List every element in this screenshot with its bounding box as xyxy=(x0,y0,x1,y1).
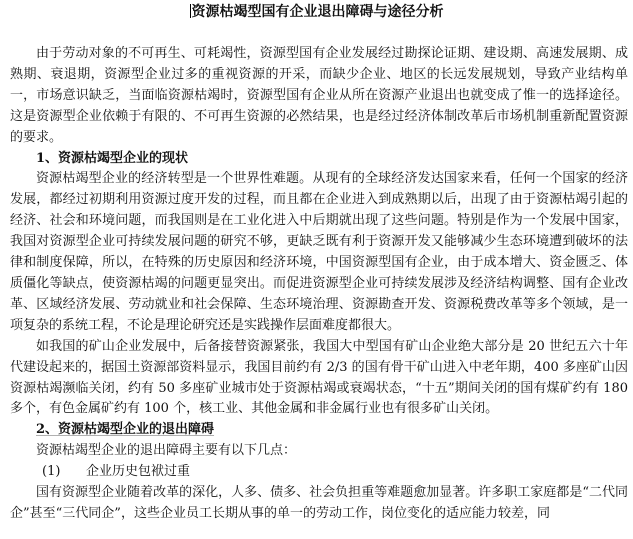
subsection-1-heading xyxy=(10,462,628,483)
section-2-lead: 资源枯竭型企业的退出障碍主要有以下几点： xyxy=(36,443,297,459)
section-2-paragraph-1: 国有资源型企业随着改革的深化，人多、债多、社会负担重等难题愈加显著。许多职工家庭都是“二代同企”甚至“三代同企”，这些企业员工长期从事的单一的劳动工作，岗位变化的适应能力较差，同 xyxy=(10,485,628,521)
section-1-heading: 1、资源枯竭型企业的现状 xyxy=(36,150,189,166)
page-title-text: 资源枯竭型国有企业退出障碍与途径分析 xyxy=(191,4,444,20)
page-title xyxy=(0,3,633,21)
section-1-paragraph-2: 如我国的矿山企业发展中，后备接替资源紧张，我国大中型国有矿山企业绝大部分是 20 世纪五六十年代建设起来的，据国土资源部资料显示，我国目前约有 2/3 的国有骨干矿山进入中老年期，400 多座矿山因资源枯竭濒临关闭，约有 50 多座矿业城市处于资源枯竭或衰竭状态，“十五”期间关闭的国有煤矿约有 180 多个，有色金属矿约有 100 个，核工业、其他金属和非金属行业也有很多矿山关闭。 xyxy=(10,338,628,417)
section-1-paragraph-1: 资源枯竭型企业的经济转型是一个世界性难题。从现有的全球经济发达国家来看，任何一个国家的经济发展，都经过初期利用资源过度开发的过程，而且都在企业进入到成熟期以后，出现了由于资源枯竭引起的经济、社会和环境问题，而我国则是在工业化进入中后期就出现了这些问题。特别是作为一个发展中国家，我国对资源型企业可持续发展问题的研究不够，更缺乏既有利于资源开发又能够减少生态环境遭到破坏的法律和制度保障，所以，在特殊的历史原因和经济环境，中国资源型国有企业，由于成本增大、资金匮乏、体质僵化等缺点，使资源枯竭的问题更显突出。而促进资源型企业可持续发展涉及经济结构调整、国有企业改革、区域经济发展、劳动就业和社会保障、生态环境治理、资源勘查开发、资源税费改革等多个领域，是一项复杂的系统工程，不论是理论研究还是实践操作层面难度都很大。 xyxy=(10,171,628,333)
subsection-1-text: 企业历史包袱过重 xyxy=(86,464,191,480)
intro-paragraph: 由于劳动对象的不可再生、可耗竭性，资源型国有企业发展经过勘探论证期、建设期、高速发展期、成熟期、衰退期，资源型企业过多的重视资源的开采，而缺少企业、地区的长远发展规划，导致产业结构单一，市场意识缺乏，当面临资源枯竭时，资源型国有企业从所在资源产业退出也就变成了惟一的选择途径。这是资源型企业依赖于有限的、不可再生资源的必然结果，也是经过经济体制改革后市场机制重新配置资源的要求。 xyxy=(10,46,628,145)
section-2-heading xyxy=(10,420,628,441)
document-body xyxy=(10,44,628,525)
subsection-1-label: (1) xyxy=(42,464,61,480)
text-cursor xyxy=(190,4,191,18)
section-2-heading-text: 2、资源枯竭型企业的退出障碍 xyxy=(36,422,215,438)
